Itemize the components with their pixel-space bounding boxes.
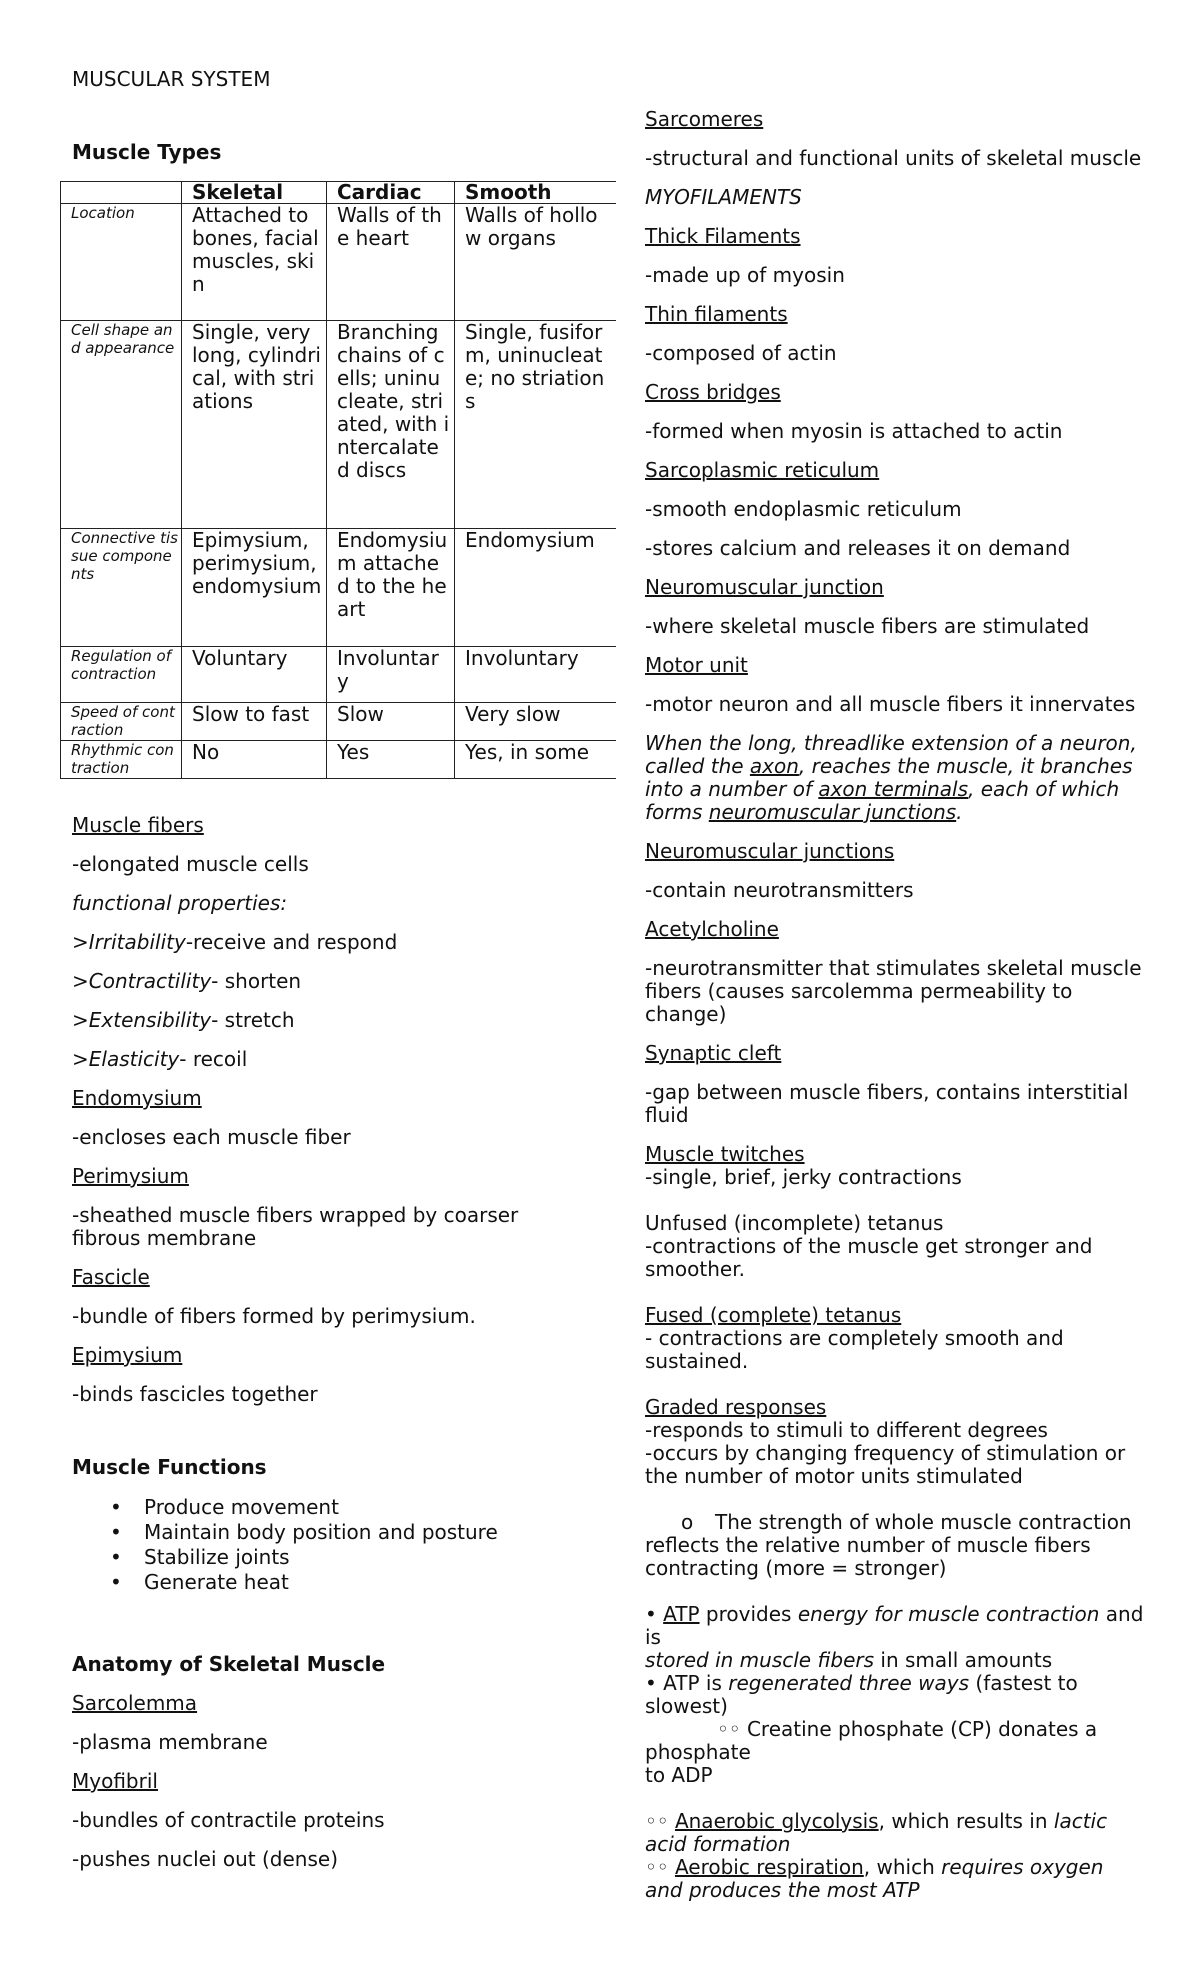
atp-energy-note: • ATP provides energy for muscle contraction and is stored in muscle fibers in small amounts <box>645 1602 1144 1672</box>
table-header-cell: Cardiac <box>327 182 455 204</box>
term-cross-bridges: Cross bridges <box>645 380 781 404</box>
table-header-cell: Skeletal <box>182 182 327 204</box>
atp-regen-note: • ATP is regenerated three ways (fastest to slowest) <box>645 1671 1078 1718</box>
table-cell: Involuntary <box>327 647 455 703</box>
row-label: Speed of contraction <box>61 703 182 741</box>
table-cell: Single, very long, cylindrical, with striations <box>182 321 327 529</box>
table-header-row <box>61 182 616 204</box>
row-label: Connective tissue components <box>61 529 182 647</box>
def-myofibril: -pushes nuclei out (dense) <box>72 1847 339 1871</box>
table-cell: Slow to fast <box>182 703 327 741</box>
aerobic-note: ◦◦ Aerobic respiration, which requires oxygen and produces the most ATP <box>645 1855 1104 1902</box>
def-sarcoplasmic-reticulum: -stores calcium and releases it on demand <box>645 536 1071 560</box>
row-label: Location <box>61 204 182 321</box>
table-row <box>61 204 616 321</box>
table-cell: Endomysium attached to the heart <box>327 529 455 647</box>
creatine-phosphate-note-cont: to ADP <box>645 1763 713 1787</box>
def-perimysium: -sheathed muscle fibers wrapped by coarser fibrous membrane <box>72 1203 519 1250</box>
def-thick-filaments: -made up of myosin <box>645 263 845 287</box>
list-item: • Stabilize joints <box>72 1545 620 1570</box>
term-thick-filaments: Thick Filaments <box>645 224 801 248</box>
table-cell: Attached to bones, facial muscles, skin <box>182 204 327 321</box>
table-cell: Endomysium <box>455 529 616 647</box>
def-fascicle: -bundle of fibers formed by perimysium. <box>72 1304 476 1328</box>
page-title: MUSCULAR SYSTEM <box>72 67 271 91</box>
list-item: • Maintain body position and posture <box>72 1520 620 1545</box>
functional-properties-label: functional properties: <box>72 891 288 915</box>
def-thin-filaments: -composed of actin <box>645 341 837 365</box>
row-label: Cell shape and appearance <box>61 321 182 529</box>
def-graded-responses: -responds to stimuli to different degrees <box>645 1418 1048 1442</box>
def-muscle-fibers: -elongated muscle cells <box>72 852 309 876</box>
property-item: >Elasticity- recoil <box>72 1047 248 1071</box>
list-item: • Produce movement <box>72 1495 620 1520</box>
def-sarcomeres: -structural and functional units of skeletal muscle <box>645 146 1142 170</box>
term-neuromuscular-junctions: Neuromuscular junctions <box>645 839 895 863</box>
table-row <box>61 529 616 647</box>
table-cell: Yes <box>327 741 455 779</box>
row-label: Regulation of contraction <box>61 647 182 703</box>
def-synaptic-cleft: -gap between muscle fibers, contains interstitial fluid <box>645 1080 1129 1127</box>
def-myofibril: -bundles of contractile proteins <box>72 1808 385 1832</box>
term-fascicle: Fascicle <box>72 1265 150 1289</box>
table-row <box>61 647 616 703</box>
table-cell: Walls of hollow organs <box>455 204 616 321</box>
table-cell: Branching chains of cells; uninucleate, striated, with intercalated discs <box>327 321 455 529</box>
muscle-fibers-section <box>72 814 620 1406</box>
term-fused-tetanus: Fused (complete) tetanus <box>645 1303 902 1327</box>
term-sarcomeres: Sarcomeres <box>645 107 764 131</box>
functions-list <box>72 1495 620 1595</box>
def-acetylcholine: -neurotransmitter that stimulates skeletal muscle fibers (causes sarcolemma permeability to change) <box>645 956 1142 1026</box>
def-fused-tetanus: - contractions are completely smooth and sustained. <box>645 1326 1064 1373</box>
term-endomysium: Endomysium <box>72 1086 202 1110</box>
muscle-types-table <box>60 181 616 779</box>
table-cell: Epimysium, perimysium, endomysium <box>182 529 327 647</box>
property-item: >Extensibility- stretch <box>72 1008 295 1032</box>
def-graded-responses: -occurs by changing frequency of stimulation or the number of motor units stimulated <box>645 1441 1126 1488</box>
term-muscle-twitches: Muscle twitches <box>645 1142 805 1166</box>
myofilaments-label: MYOFILAMENTS <box>645 185 802 209</box>
term-myofibril: Myofibril <box>72 1769 158 1793</box>
row-label: Rhythmic contraction <box>61 741 182 779</box>
table-row <box>61 321 616 529</box>
table-cell: Walls of the heart <box>327 204 455 321</box>
table-row <box>61 741 616 779</box>
term-unfused-tetanus: Unfused (incomplete) tetanus <box>645 1211 944 1235</box>
term-graded-responses: Graded responses <box>645 1395 827 1419</box>
table-cell: Involuntary <box>455 647 616 703</box>
anaerobic-note: ◦◦ Anaerobic glycolysis, which results in lactic acid formation <box>645 1809 1108 1856</box>
term-neuromuscular-junction: Neuromuscular junction <box>645 575 884 599</box>
term-perimysium: Perimysium <box>72 1164 189 1188</box>
term-sarcoplasmic-reticulum: Sarcoplasmic reticulum <box>645 458 880 482</box>
creatine-phosphate-note: ◦◦ Creatine phosphate (CP) donates a phosphate <box>645 1717 1098 1764</box>
term-thin-filaments: Thin filaments <box>645 302 788 326</box>
table-cell: Very slow <box>455 703 616 741</box>
strength-note: o The strength of whole muscle contraction reflects the relative number of muscle fibers contracting (more = stronger) <box>645 1510 1132 1580</box>
def-sarcoplasmic-reticulum: -smooth endoplasmic reticulum <box>645 497 962 521</box>
term-motor-unit: Motor unit <box>645 653 748 677</box>
table-cell: Slow <box>327 703 455 741</box>
term-epimysium: Epimysium <box>72 1343 183 1367</box>
anatomy-heading: Anatomy of Skeletal Muscle <box>72 1652 386 1676</box>
table-row <box>61 703 616 741</box>
def-sarcolemma: -plasma membrane <box>72 1730 268 1754</box>
def-motor-unit: -motor neuron and all muscle fibers it innervates <box>645 692 1136 716</box>
table-cell: Voluntary <box>182 647 327 703</box>
muscle-functions-heading: Muscle Functions <box>72 1455 267 1479</box>
table-cell: Single, fusiform, uninucleate; no striations <box>455 321 616 529</box>
def-neuromuscular-junction: -where skeletal muscle fibers are stimulated <box>645 614 1090 638</box>
list-item: • Generate heat <box>72 1570 620 1595</box>
table-cell: Yes, in some <box>455 741 616 779</box>
def-muscle-twitches: -single, brief, jerky contractions <box>645 1165 962 1189</box>
def-cross-bridges: -formed when myosin is attached to actin <box>645 419 1063 443</box>
term-acetylcholine: Acetylcholine <box>645 917 779 941</box>
def-neuromuscular-junctions: -contain neurotransmitters <box>645 878 914 902</box>
table-header-cell: Smooth <box>455 182 616 204</box>
property-item: >Irritability-receive and respond <box>72 930 398 954</box>
table-header-cell <box>61 182 182 204</box>
table-cell: No <box>182 741 327 779</box>
def-unfused-tetanus: -contractions of the muscle get stronger and smoother. <box>645 1234 1093 1281</box>
def-endomysium: -encloses each muscle fiber <box>72 1125 351 1149</box>
right-column <box>645 108 1145 1902</box>
term-muscle-fibers: Muscle fibers <box>72 813 204 837</box>
property-item: >Contractility- shorten <box>72 969 302 993</box>
term-sarcolemma: Sarcolemma <box>72 1691 198 1715</box>
def-epimysium: -binds fascicles together <box>72 1382 318 1406</box>
left-column <box>72 68 620 1871</box>
term-synaptic-cleft: Synaptic cleft <box>645 1041 782 1065</box>
axon-paragraph: When the long, threadlike extension of a neuron, called the axon, reaches the muscle, it branches into a number of axon terminals, each of which forms neuromuscular junctions. <box>645 731 1137 824</box>
muscle-types-heading: Muscle Types <box>72 140 222 164</box>
